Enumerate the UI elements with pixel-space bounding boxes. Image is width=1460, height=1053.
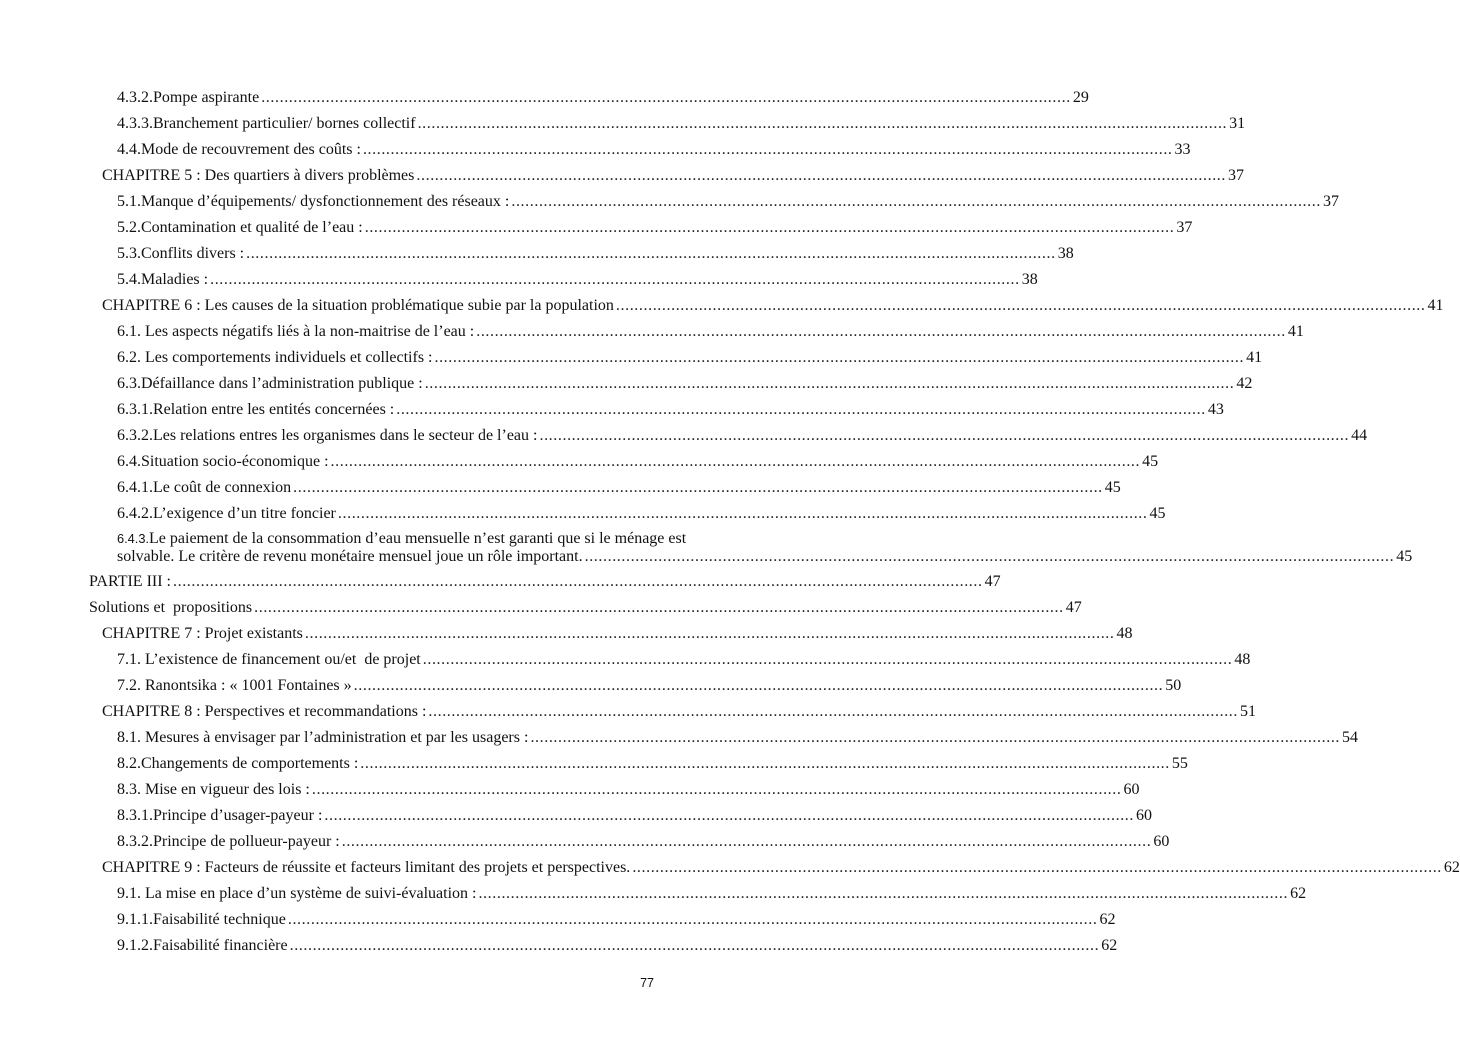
toc-page: 43 [1207, 401, 1224, 418]
toc-page: 45 [1142, 453, 1159, 470]
toc-title: 7.2. Ranontsika : « 1001 Fontaines » [117, 677, 352, 694]
toc-number: 5.3. [117, 245, 141, 262]
toc-title: Faisabilité financière [153, 937, 288, 954]
toc-title: Manque d’équipements/ dysfonctionnement des réseaux : [141, 193, 510, 210]
toc-number: 8.2. [117, 755, 141, 772]
toc-title: 8.1. Mesures à envisager par l’administration et par les usagers : [117, 729, 529, 746]
toc-title: CHAPITRE 5 : Des quartiers à divers problèmes [102, 167, 415, 184]
toc-page: 60 [1153, 833, 1170, 850]
toc-entry [117, 677, 1182, 695]
toc-leader: ................................................................................................................................................................................ [287, 911, 1098, 928]
toc-page: 45 [1396, 548, 1413, 565]
toc-entry [117, 193, 1339, 211]
toc-entry [102, 297, 1444, 315]
toc-page: 47 [1065, 599, 1082, 616]
toc-number: 6.4.1. [117, 479, 153, 496]
toc-leader: ................................................................................................................................................................................ [289, 937, 1100, 954]
toc-entry [117, 401, 1224, 419]
toc-number: 6.3. [117, 375, 141, 392]
toc-page: 45 [1149, 505, 1166, 522]
toc-page: 45 [1104, 479, 1121, 496]
toc-entry [102, 625, 1133, 643]
toc-page: 62 [1099, 911, 1116, 928]
toc-page: 42 [1236, 375, 1253, 392]
toc-entry [102, 703, 1256, 721]
toc-leader: ................................................................................................................................................................................ [539, 427, 1350, 444]
toc-entry [89, 573, 1001, 591]
toc-title: Solutions et propositions [89, 599, 253, 616]
toc-number: 9.1.1. [117, 911, 153, 928]
toc-leader: ................................................................................................................................................................................ [246, 245, 1056, 262]
toc-page: 51 [1240, 703, 1256, 720]
toc-leader: ................................................................................................................................................................................ [364, 219, 1175, 236]
toc-number: 8.3.2. [117, 833, 153, 850]
toc-title: Principe de pollueur-payeur : [153, 833, 340, 850]
toc-entry [102, 167, 1244, 185]
toc-leader: ................................................................................................................................................................................ [615, 297, 1426, 314]
toc-title: Principe d’usager-payeur : [153, 807, 323, 824]
toc-title-continuation: solvable. Le critère de revenu monétaire mensuel joue un rôle important. [117, 548, 583, 565]
toc-leader: ................................................................................................................................................................................ [428, 703, 1238, 720]
toc-title: Contamination et qualité de l’eau : [141, 219, 363, 236]
toc-leader: ................................................................................................................................................................................ [422, 651, 1233, 668]
toc-entry [117, 349, 1263, 367]
toc-entry [117, 833, 1170, 851]
toc-title: PARTIE III : [89, 573, 171, 590]
toc-page: 41 [1287, 323, 1304, 340]
toc-entry [117, 375, 1253, 393]
toc-number: 5.1. [117, 193, 141, 210]
toc-leader: ................................................................................................................................................................................ [417, 115, 1228, 132]
toc-leader: ................................................................................................................................................................................ [293, 479, 1103, 496]
toc-entry [117, 505, 1166, 523]
toc-number: 4.3.2. [117, 89, 153, 106]
toc-leader: ................................................................................................................................................................................ [511, 193, 1321, 210]
toc-title: Situation socio-économique : [141, 453, 329, 470]
toc-page: 37 [1228, 167, 1244, 184]
toc-number: 9.1.2. [117, 937, 153, 954]
toc-number: 6.3.1. [117, 401, 153, 418]
toc-title: Branchement particulier/ bornes collectif [153, 115, 416, 132]
toc-entry [117, 89, 1089, 107]
toc-title: Les relations entres les organismes dans le secteur de l’eau : [153, 427, 538, 444]
toc-entry [117, 530, 687, 548]
toc-title: Le paiement de la consommation d’eau mensuelle n’est garanti que si le ménage est [149, 530, 687, 547]
toc-title: Changements de comportements : [141, 755, 359, 772]
toc-number: 4.3.3. [117, 115, 153, 132]
toc-number: 5.4. [117, 271, 141, 288]
toc-page: 60 [1123, 781, 1140, 798]
toc-title: 6.1. Les aspects négatifs liés à la non-maitrise de l’eau : [117, 323, 475, 340]
toc-title: Le coût de connexion [153, 479, 292, 496]
toc-title: Faisabilité technique [153, 911, 286, 928]
toc-entry [117, 141, 1191, 159]
toc-page: 50 [1165, 677, 1182, 694]
toc-entry [117, 479, 1121, 497]
toc-entry [117, 219, 1193, 237]
toc-entry [117, 729, 1359, 747]
toc-leader: ................................................................................................................................................................................ [632, 859, 1442, 876]
toc-entry [117, 885, 1307, 903]
toc-leader: ................................................................................................................................................................................ [530, 729, 1341, 746]
toc-title: Défaillance dans l’administration publique : [141, 375, 423, 392]
toc-entry [117, 651, 1251, 669]
toc-title: Relation entre les entités concernées : [153, 401, 395, 418]
toc-leader: ................................................................................................................................................................................ [476, 323, 1286, 340]
toc-page: 47 [984, 573, 1001, 590]
toc-entry [117, 781, 1140, 799]
toc-leader: ................................................................................................................................................................................ [584, 548, 1395, 565]
toc-page: 38 [1021, 271, 1038, 288]
toc-number: 4.4. [117, 141, 141, 158]
toc-entry [117, 937, 1118, 955]
toc-title: 8.3. Mise en vigueur des lois : [117, 781, 310, 798]
toc-page: 29 [1072, 89, 1089, 106]
toc-leader: ................................................................................................................................................................................ [311, 781, 1122, 798]
toc-title: 6.2. Les comportements individuels et collectifs : [117, 349, 433, 366]
toc-leader: ................................................................................................................................................................................ [261, 89, 1071, 106]
toc-leader: ................................................................................................................................................................................ [304, 625, 1115, 642]
toc-page: 48 [1116, 625, 1133, 642]
toc-entry [117, 323, 1304, 341]
toc-leader: ................................................................................................................................................................................ [210, 271, 1020, 288]
toc-page: 55 [1171, 755, 1188, 772]
toc-entry [117, 755, 1188, 773]
toc-title: CHAPITRE 8 : Perspectives et recommandations : [102, 703, 427, 720]
toc-number: 6.4.2. [117, 505, 153, 522]
toc-page: 62 [1101, 937, 1118, 954]
toc-title: 9.1. La mise en place d’un système de suivi-évaluation : [117, 885, 477, 902]
toc-title: CHAPITRE 9 : Facteurs de réussite et facteurs limitant des projets et perspectives. [102, 859, 631, 876]
toc-leader: ................................................................................................................................................................................ [324, 807, 1134, 824]
toc-page: 41 [1427, 297, 1444, 314]
toc-leader: ................................................................................................................................................................................ [173, 573, 983, 590]
toc-entry [117, 807, 1152, 825]
toc-leader: ................................................................................................................................................................................ [416, 167, 1226, 184]
toc-page: 48 [1234, 651, 1251, 668]
toc-number: 5.2. [117, 219, 141, 236]
toc-number: 8.3.1. [117, 807, 153, 824]
toc-entry [117, 427, 1368, 445]
toc-entry [117, 115, 1246, 133]
toc-page: 54 [1342, 729, 1359, 746]
toc-page: 62 [1290, 885, 1307, 902]
toc-page: 37 [1176, 219, 1193, 236]
toc-page: 62 [1443, 859, 1460, 876]
toc-entry [102, 859, 1460, 877]
toc-page: 41 [1246, 349, 1263, 366]
toc-leader: ................................................................................................................................................................................ [337, 505, 1148, 522]
toc-page: 38 [1057, 245, 1074, 262]
toc-number: 6.3.2. [117, 427, 153, 444]
toc-leader: ................................................................................................................................................................................ [362, 141, 1173, 158]
toc-number: 6.4.3. [117, 531, 150, 546]
toc-page: 44 [1351, 427, 1368, 444]
toc-leader: ................................................................................................................................................................................ [330, 453, 1141, 470]
toc-entry [117, 453, 1159, 471]
toc-title: L’exigence d’un titre foncier [153, 505, 336, 522]
toc-leader: ................................................................................................................................................................................ [341, 833, 1152, 850]
toc-title: 7.1. L’existence de financement ou/et de projet [117, 651, 421, 668]
toc-title: CHAPITRE 6 : Les causes de la situation problématique subie par la population [102, 297, 614, 314]
toc-title: Pompe aspirante [153, 89, 260, 106]
toc-entry [117, 271, 1038, 289]
toc-page: 37 [1322, 193, 1339, 210]
toc-leader: ................................................................................................................................................................................ [424, 375, 1235, 392]
page-number: 77 [640, 976, 654, 990]
toc-entry [89, 599, 1082, 617]
toc-page: 31 [1229, 115, 1246, 132]
toc-title: Conflits divers : [141, 245, 245, 262]
toc-entry [117, 245, 1074, 263]
toc-page: 33 [1174, 141, 1191, 158]
toc-leader: ................................................................................................................................................................................ [478, 885, 1289, 902]
toc-entry [117, 911, 1116, 929]
toc-leader: ................................................................................................................................................................................ [396, 401, 1206, 418]
toc-entry-continuation [117, 548, 1413, 566]
toc-leader: ................................................................................................................................................................................ [434, 349, 1245, 366]
toc-page: 60 [1136, 807, 1152, 824]
toc-number: 6.4. [117, 453, 141, 470]
toc-leader: ................................................................................................................................................................................ [254, 599, 1064, 616]
toc-leader: ................................................................................................................................................................................ [353, 677, 1164, 694]
toc-title: Mode de recouvrement des coûts : [141, 141, 361, 158]
toc-title: CHAPITRE 7 : Projet existants [102, 625, 303, 642]
toc-leader: ................................................................................................................................................................................ [360, 755, 1170, 772]
toc-title: Maladies : [141, 271, 209, 288]
